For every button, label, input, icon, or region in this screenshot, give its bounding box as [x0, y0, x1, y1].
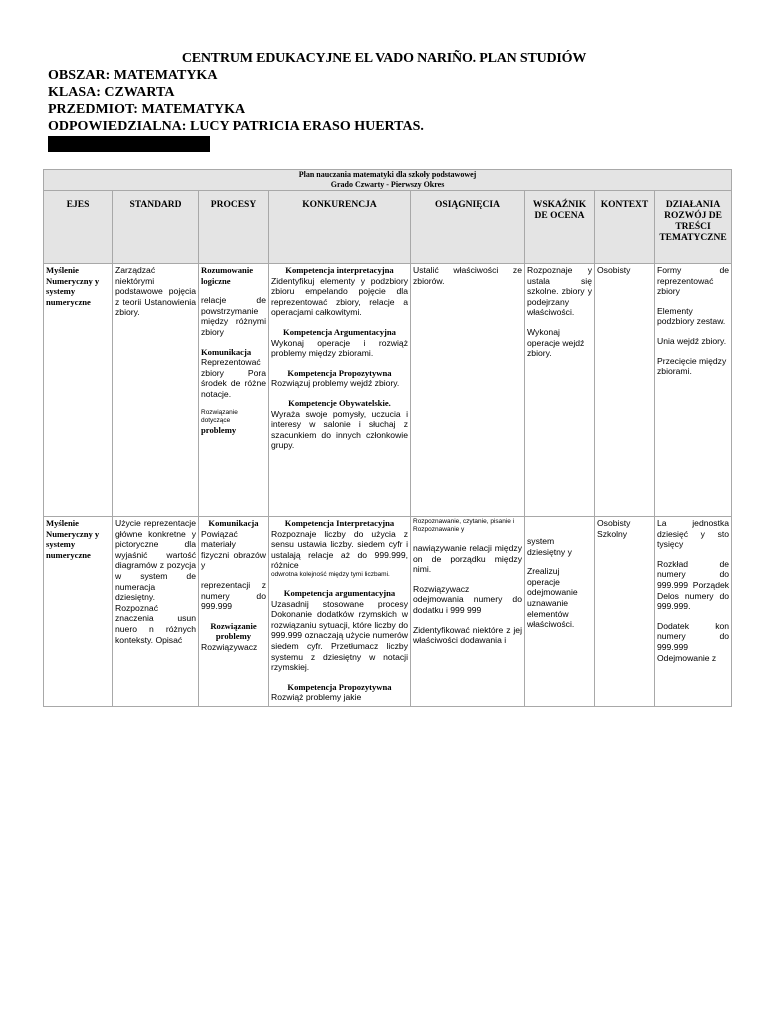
responsible-line: ODPOWIEDZIALNA: LUCY PATRICIA ERASO HUERTAS.	[48, 119, 424, 134]
cell-ejes: Myślenie Numeryczny y systemy numeryczne	[44, 517, 113, 707]
cell-osiagniecia: Rozpoznawanie, czytanie, pisanie i Rozpoznawanie y nawiązywanie relacji między on de porządku między nimi. Rozwiązywacz odejmowania numery do dodatku i 999 999 Zidentyfikować niektóre z jej właściwości dodawania i	[411, 517, 525, 707]
cell-dzialania: Formy de reprezentować zbiory Elementy podzbiory zestaw. Unia wejdź zbiory. Przecięcie między zbiorami.	[655, 264, 732, 517]
header-dzialania: DZIAŁANIA ROZWÓJ DE TREŚCI TEMATYCZNE	[655, 191, 732, 264]
cell-kontext: Osobisty Szkolny	[595, 517, 655, 707]
header-kontext: KONTEXT	[595, 191, 655, 264]
table-row	[44, 264, 732, 517]
subject-line: PRZEDMIOT: MATEMATYKA	[48, 102, 246, 117]
cell-procesy: Rozumowanie logiczne relacje de powstrzymanie między różnymi zbiory Komunikacja Reprezentować zbiory Pora środek de różne notacje. Rozwiązanie dotyczące problemy	[199, 264, 269, 517]
cell-konkurencja: Kompetencja Interpretacyjna Rozpoznaje liczby do użycia z sensu ustawia liczby. siedem cyfr i ustalają relacje aż do 999.999, różnice odwrotna kolejność między tymi liczbami. Kompetencja argumentacyjna Uzasadnij stosowane procesy Dokonanie dodatków rzymskich w rozwiązaniu sytuacji, które liczby do 999.999 oznaczają użycie numerów siedem cyfr. Przetłumacz liczby systemu z dziesiętny w notacji rzymskiej. Kompetencja Propozytywna Rozwiąż problemy jakie	[269, 517, 411, 707]
header-konkurencja: KONKURENCJA	[269, 191, 411, 264]
table-row	[44, 517, 732, 707]
cell-dzialania: La jednostka dziesięć y sto tysięcy Rozkład de numery do 999.999 Porządek Delos numery do 999.999. Dodatek kon numery do 999.999 Odejmowanie z	[655, 517, 732, 707]
area-line: OBSZAR: MATEMATYKA	[48, 68, 218, 83]
page-title: CENTRUM EDUKACYJNE EL VADO NARIÑO. PLAN STUDIÓW	[181, 51, 587, 66]
cell-kontext: Osobisty	[595, 264, 655, 517]
cell-ejes: Myślenie Numeryczny y systemy numeryczne	[44, 264, 113, 517]
cell-standard: Użycie reprezentacje główne konkretne y pictoryczne dla wyjaśnić wartość diagramów z pozycja w system de numeracja dziesiętny. Rozpoznać znaczenia usun nuero n różnych konteksty. Opisać	[113, 517, 199, 707]
redaction-bar	[48, 136, 210, 152]
header-standard: STANDARD	[113, 191, 199, 264]
class-line: KLASA: CZWARTA	[48, 85, 175, 100]
cell-osiagniecia: Ustalić właściwości ze zbiorów.	[411, 264, 525, 517]
header-osiagniecia: OSIĄGNIĘCIA	[411, 191, 525, 264]
table-caption: Plan nauczania matematyki dla szkoły podstawowej Grado Czwarty - Pierwszy Okres	[44, 170, 732, 191]
header-ejes: EJES	[44, 191, 113, 264]
cell-wskaznik: Rozpoznaje y ustala się szkolne. zbiory y podejrzany właściwości. Wykonaj operacje wejdź zbiory.	[525, 264, 595, 517]
cell-standard: Zarządzać niektórymi podstawowe pojęcia z teorii Ustanowienia zbiory.	[113, 264, 199, 517]
cell-procesy: Komunikacja Powiązać materiały fizyczni obrazów y reprezentacji z numery do 999.999 Rozwiązanie problemy Rozwiązywacz	[199, 517, 269, 707]
header-procesy: PROCESY	[199, 191, 269, 264]
cell-konkurencja: Kompetencja interpretacyjna Zidentyfikuj elementy y podzbiory zbioru empelando pojęcie dla reprezentować zbiory, relacje a operacjami całkowitymi. Kompetencja Argumentacyjna Wykonaj operacje i rozwiąż problemy między zbiorami. Kompetencja Propozytywna Rozwiązuj problemy wejdź zbiory. Kompetencje Obywatelskie. Wyraża swoje pomysły, uczucia i interesy w salonie i słuchaj z szacunkiem do innych członkowie grupy.	[269, 264, 411, 517]
cell-wskaznik: system dziesiętny y Zrealizuj operacje odejmowanie uznawanie elementów właściwości.	[525, 517, 595, 707]
study-plan-table	[43, 169, 732, 707]
header-wskaznik: WSKAŹNIK DE OCENA	[525, 191, 595, 264]
